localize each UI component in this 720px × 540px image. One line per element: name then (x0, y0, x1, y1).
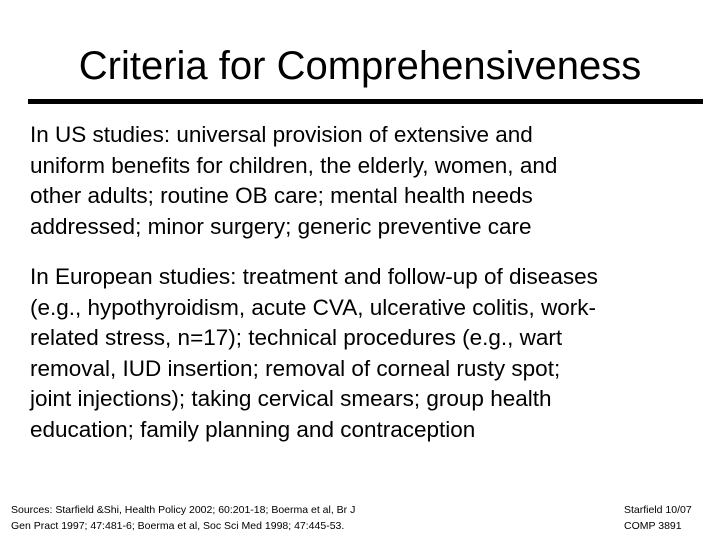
european-studies-line: In European studies: treatment and follow-up of diseases (30, 264, 598, 289)
footer-sources-line: Gen Pract 1997; 47:481-6; Boerma et al, Soc Sci Med 1998; 47:445-53. (11, 520, 345, 532)
footer-course-info (624, 502, 692, 534)
us-studies-paragraph (30, 120, 710, 242)
us-studies-line: In US studies: universal provision of extensive and (30, 122, 533, 147)
us-studies-line: addressed; minor surgery; generic preventive care (30, 213, 532, 239)
title-divider (28, 99, 703, 104)
slide-title: Criteria for Comprehensiveness (78, 44, 642, 88)
european-studies-line: education; family planning and contraception (30, 416, 476, 442)
european-studies-paragraph (30, 262, 710, 445)
footer-sources (11, 502, 355, 534)
european-studies-line: removal, IUD insertion; removal of corneal rusty spot; (30, 355, 561, 381)
footer-author-date: Starfield 10/07 (624, 504, 692, 516)
european-studies-line: joint injections); taking cervical smears; group health (30, 386, 552, 411)
footer-course-code: COMP 3891 (624, 520, 682, 532)
footer-sources-line: Sources: Starfield &Shi, Health Policy 2002; 60:201-18; Boerma et al, Br J (11, 504, 356, 516)
european-studies-line: related stress, n=17); technical procedures (e.g., wart (30, 325, 563, 350)
european-studies-line: (e.g., hypothyroidism, acute CVA, ulcerative colitis, work- (30, 294, 597, 320)
us-studies-line: uniform benefits for children, the elderly, women, and (30, 152, 558, 178)
us-studies-line: other adults; routine OB care; mental health needs (30, 183, 533, 208)
